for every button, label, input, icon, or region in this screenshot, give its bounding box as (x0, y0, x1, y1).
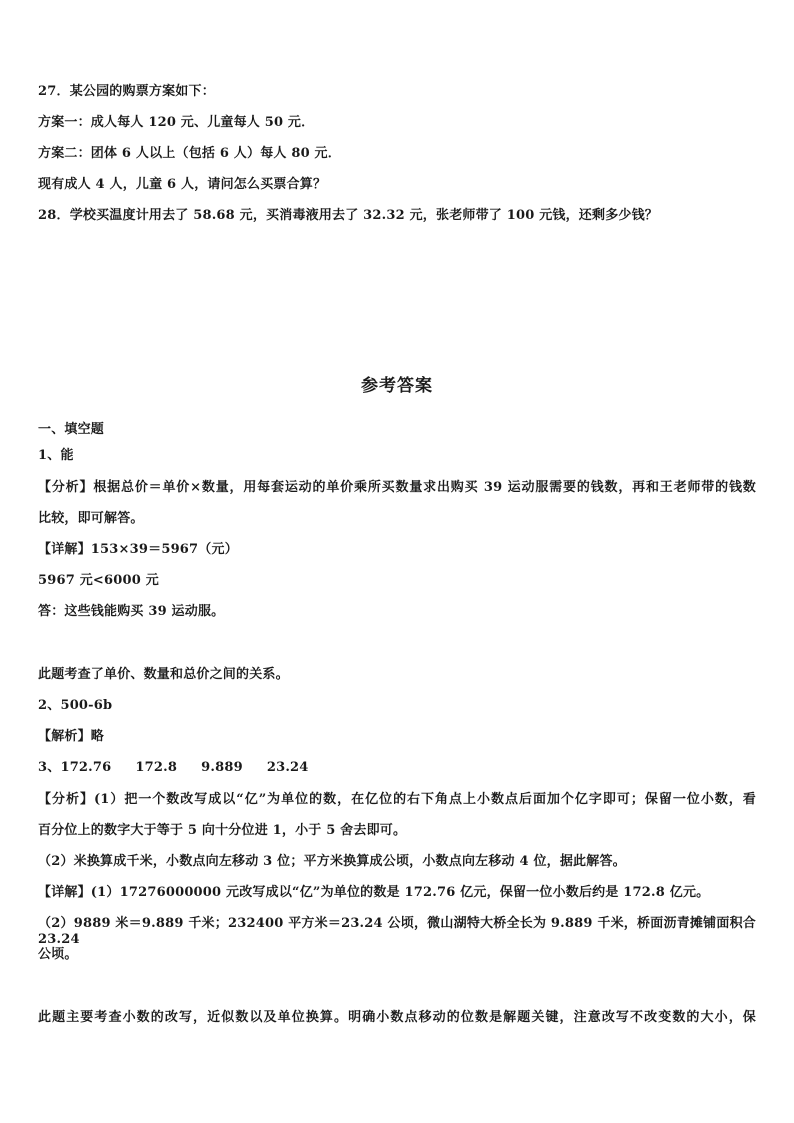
question-27-heading: 27．某公园的购票方案如下： (38, 84, 215, 99)
answer-3-summary: 此题主要考查小数的改写，近似数以及单位换算。明确小数点移动的位数是解题关键，注意改写不改变数的大小，保 (38, 1010, 756, 1025)
answer-2-number: 2、500-6b (38, 698, 113, 713)
answer-3-value-1: 3、172.76 (38, 760, 112, 775)
answer-3-analysis-line2: 百分位上的数字大于等于 5 向十分位进 1，小于 5 舍去即可。 (38, 823, 407, 838)
answer-3-detail-line1: 【详解】(1）17276000000 元改写成以“亿”为单位的数是 172.76 亿元，保留一位小数后约是 172.8 亿元。 (38, 885, 710, 900)
answer-1-summary: 此题考查了单价、数量和总价之间的关系。 (38, 667, 289, 682)
answer-3-analysis-line1: 【分析】(1）把一个数改写成以“亿”为单位的数，在亿位的右下角点上小数点后面加个亿字即可；保留一位小数，看 (38, 792, 756, 807)
section-heading: 一、填空题 (38, 422, 105, 437)
answer-3-value-4: 23.24 (266, 760, 309, 775)
answer-1-analysis-line2: 比较，即可解答。 (38, 511, 144, 526)
answer-1-compare: 5967 元<6000 元 (38, 573, 159, 588)
question-27-plan-one: 方案一：成人每人 120 元、儿童每人 50 元． (38, 115, 315, 130)
answer-1-answer: 答：这些钱能购买 39 运动服。 (38, 604, 225, 619)
question-28: 28．学校买温度计用去了 58.68 元，买消毒液用去了 32.32 元，张老师带了 100 元钱，还剩多少钱？ (38, 208, 658, 223)
answer-title: 参考答案 (361, 376, 433, 396)
question-27-plan-two: 方案二：团体 6 人以上（包括 6 人）每人 80 元． (38, 146, 341, 161)
answer-3-analysis-line3: （2）米换算成千米，小数点向左移动 3 位；平方米换算成公顷，小数点向左移动 4 位，据此解答。 (38, 854, 626, 869)
question-27-prompt: 现有成人 4 人，儿童 6 人，请问怎么买票合算？ (38, 177, 327, 192)
answer-1-number: 1、能 (38, 448, 74, 463)
answer-3-detail-line3: 公顷。 (38, 947, 78, 962)
answer-2-analysis: 【解析】略 (38, 729, 105, 744)
answer-3-values (38, 760, 309, 776)
answer-3-detail-line2: （2）9889 米＝9.889 千米；232400 平方米＝23.24 公顷，微山湖特大桥全长为 9.889 千米，桥面沥青摊铺面积合 23.24 (38, 916, 756, 947)
answer-3-value-2: 172.8 (135, 760, 178, 775)
answer-1-analysis-line1: 【分析】根据总价＝单价×数量，用每套运动的单价乘所买数量求出购买 39 运动服需要的钱数，再和王老师带的钱数 (38, 480, 756, 495)
answer-1-detail: 【详解】153×39＝5967（元） (38, 542, 238, 557)
answer-3-value-3: 9.889 (201, 760, 243, 775)
